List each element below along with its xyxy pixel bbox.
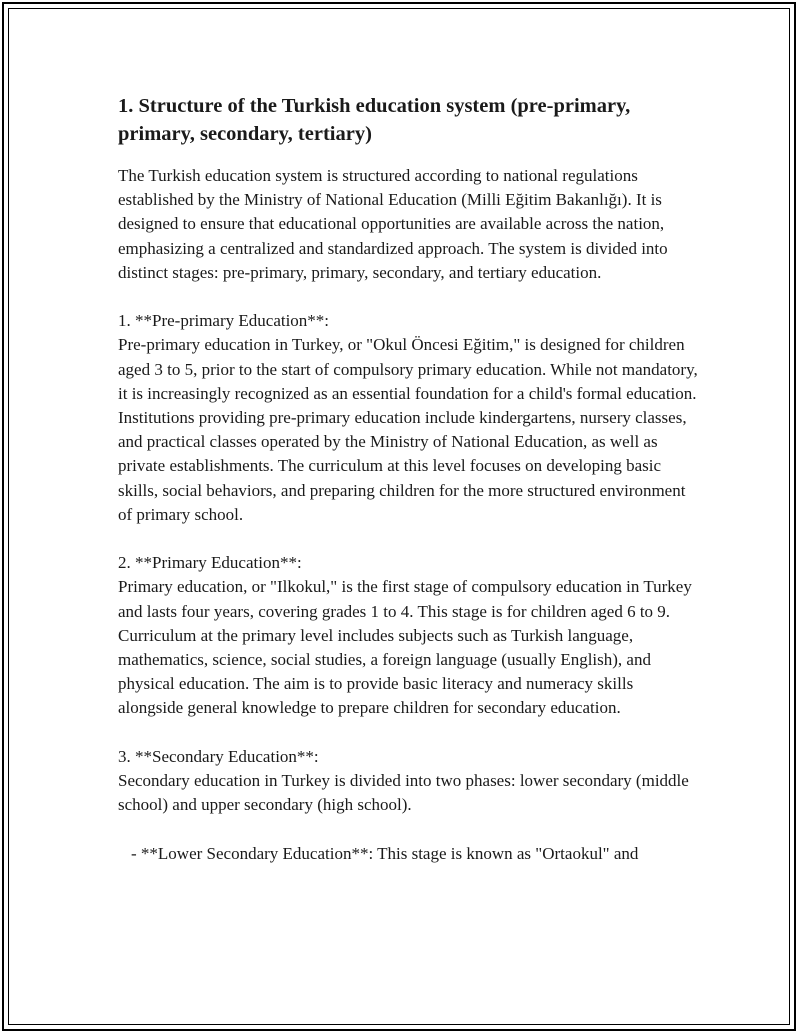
paragraph-gap xyxy=(118,817,698,841)
paragraph-gap xyxy=(118,285,698,309)
intro-paragraph: The Turkish education system is structured according to national regulations established by the Ministry of National Education (Milli Eğitim Bakanlığı). It is designed to ensure that educational opportunities are available across the nation, emphasizing a centralized and standardized approach. The system is divided into distinct stages: pre-primary, primary, secondary, and tertiary education. xyxy=(118,166,668,282)
paragraph-gap xyxy=(118,721,698,745)
section-title-secondary: 3. **Secondary Education**: xyxy=(118,746,319,766)
document-body xyxy=(118,92,698,866)
section-body-primary: Primary education, or "Ilkokul," is the first stage of compulsory education in Turkey and lasts four years, covering grades 1 to 4. This stage is for children aged 6 to 9. Curriculum at the primary level includes subjects such as Turkish language, mathematics, science, social studies, a foreign language (usually English), and physical education. The aim is to provide basic literacy and numeracy skills alongside general knowledge to prepare children for secondary education. xyxy=(118,577,692,718)
section-title-primary: 2. **Primary Education**: xyxy=(118,553,302,573)
document-heading: 1. Structure of the Turkish education system (pre-primary, primary, secondary, tertiary) xyxy=(118,95,631,145)
section-body-pre-primary: Pre-primary education in Turkey, or "Okul Öncesi Eğitim," is designed for children aged 3 to 5, prior to the start of compulsory primary education. While not mandatory, it is increasingly recognized as an essential foundation for a child's formal education. Institutions providing pre-primary education include kindergartens, nursery classes, and practical classes operated by the Ministry of National Education, as well as private establishments. The curriculum at this level focuses on developing basic skills, social behaviors, and preparing children for the more structured environment of primary school. xyxy=(118,335,698,524)
section-title-pre-primary: 1. **Pre-primary Education**: xyxy=(118,311,330,331)
section-body-secondary: Secondary education in Turkey is divided into two phases: lower secondary (middle school) and upper secondary (high school). xyxy=(118,771,689,815)
paragraph-gap xyxy=(118,527,698,551)
bullet-lower-secondary: - **Lower Secondary Education**: This stage is known as "Ortaokul" and xyxy=(131,843,639,863)
